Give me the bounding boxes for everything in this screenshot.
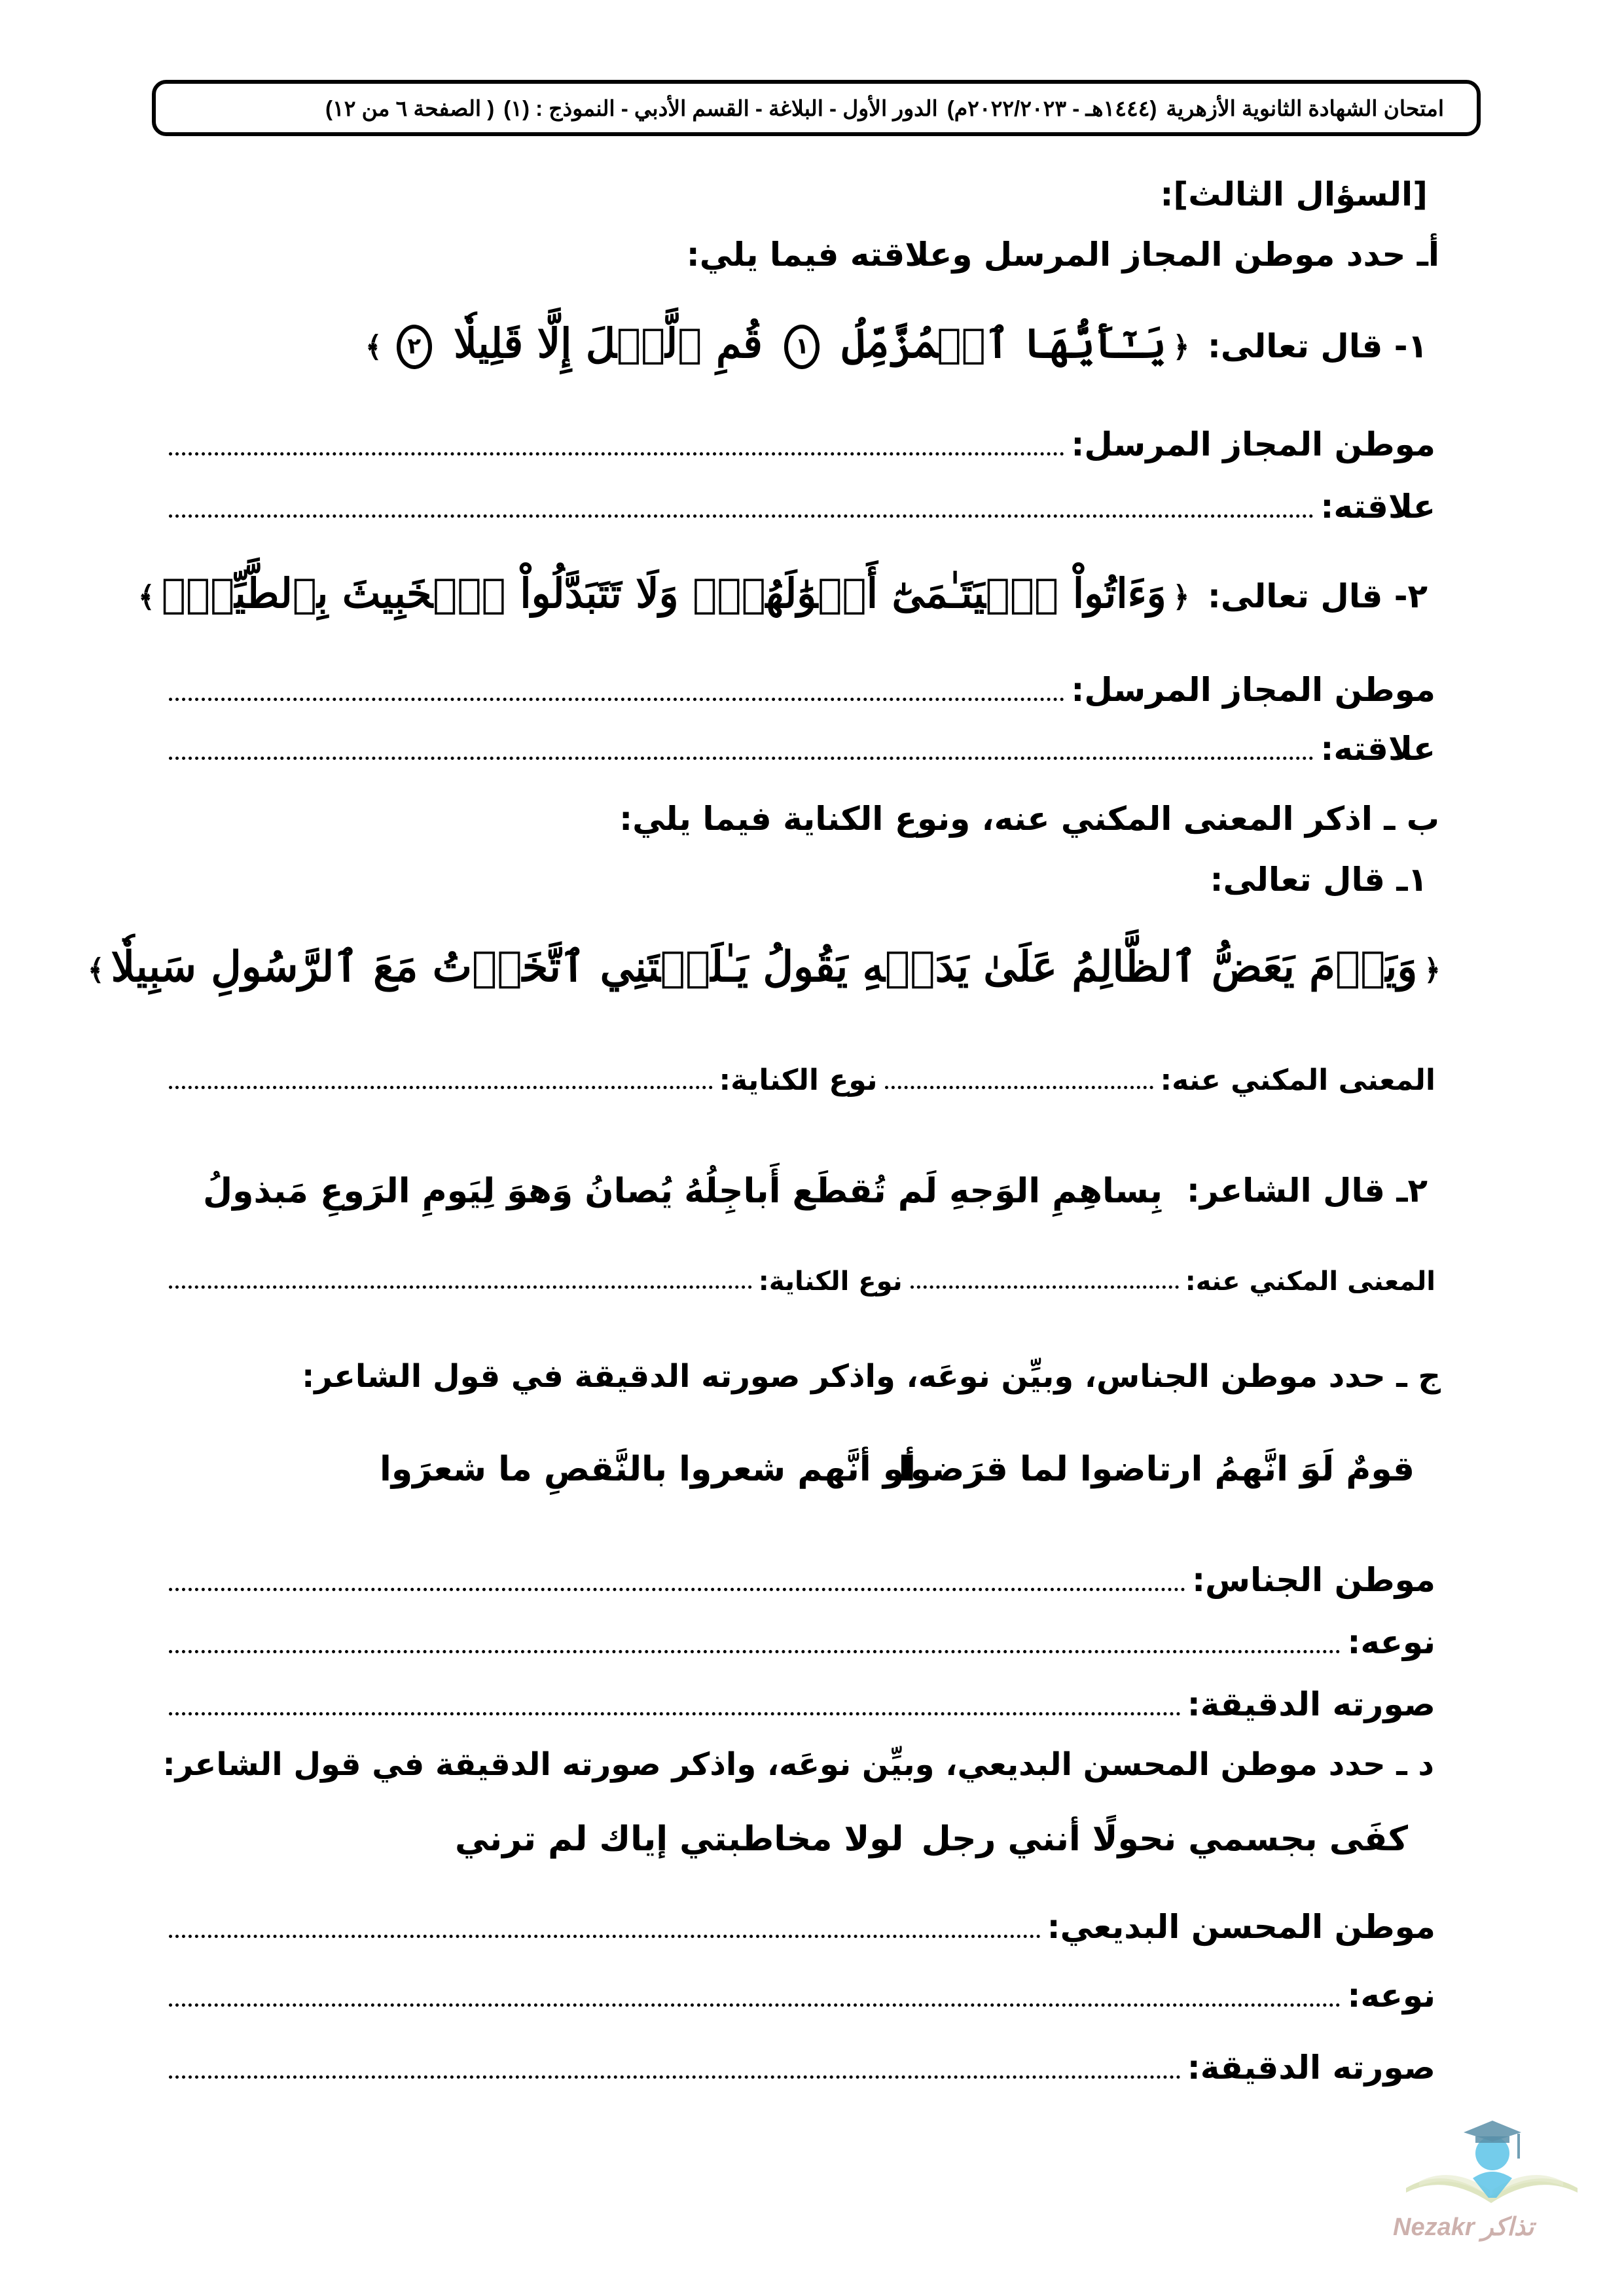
answer-blank[interactable] [169, 1588, 1185, 1591]
verse-open-ornament-icon: ﴿ [1172, 580, 1190, 614]
answer-blank[interactable] [911, 1285, 1179, 1289]
part-d-instruction: د ـ حدد موطن المحسن البديعي، وبيِّن نوعَه، واذكر صورته الدقيقة في قول الشاعر: [162, 1746, 1434, 1783]
question-title: [السؤال الثالث]: [1160, 175, 1428, 213]
poem-hemistich-2: أو أنَّهم شعروا بالنَّقصِ ما شعرَوا [380, 1450, 916, 1489]
part-a-instruction: أـ حدد موطن المجاز المرسل وعلاقته فيما يلي: [686, 236, 1439, 274]
answer-blank[interactable] [169, 452, 1064, 456]
verse-text: وَيَوۡمَ يَعَضُّ ٱلظَّالِمُ عَلَىٰ يَدَيۡهِ يَقُولُ يَـٰلَيۡتَنِي ٱتَّخَذۡتُ مَعَ ٱلرَّسُولِ سَبِيلٗا [111, 942, 1418, 992]
field-label: نوع الكناية: [719, 1064, 878, 1097]
item-label: ٢- قال تعالى: [1207, 577, 1428, 615]
verse-part-2: قُمِ ٱلَّيۡلَ إِلَّا قَلِيلٗا [454, 319, 763, 367]
answer-line[interactable] [169, 488, 1435, 526]
item-label: ٢ـ قال الشاعر: [1186, 1172, 1428, 1210]
answer-blank[interactable] [169, 2003, 1341, 2007]
answer-line[interactable] [169, 671, 1435, 709]
answer-line[interactable] [169, 1266, 1435, 1297]
exam-year: (١٤٤٤هـ - ٢٠٢٢/٢٠٢٣م) [947, 96, 1157, 120]
answer-blank[interactable] [885, 1086, 1153, 1089]
field-label: نوعه: [1347, 1623, 1435, 1661]
answer-blank[interactable] [169, 1935, 1041, 1938]
page-indicator: ( الصفحة ٦ من ١٢) [325, 96, 495, 120]
answer-blank[interactable] [169, 2075, 1181, 2079]
exam-header [152, 80, 1481, 136]
field-label: علاقته: [1320, 730, 1435, 768]
verse-close-ornament-icon: ﴾ [137, 580, 155, 614]
verse-part-1: يَـٰٓأَيُّهَا ٱلۡمُزَّمِّلُ [842, 319, 1166, 367]
field-label: نوعه: [1347, 1977, 1435, 2015]
field-label: علاقته: [1320, 488, 1435, 526]
ayah-number-icon: ١ [784, 325, 820, 369]
field-label: موطن المجاز المرسل: [1071, 425, 1435, 463]
answer-blank[interactable] [169, 514, 1314, 518]
poem-hemistich-1: بِساهِمِ الوَجهِ لَم تُقطَع أَباجِلُهُ [684, 1172, 1163, 1211]
poem-hemistich-2: لولا مخاطبتي إياك لم ترني [455, 1820, 904, 1859]
verse-open-ornament-icon: ﴿ [1172, 330, 1190, 364]
part-b-instruction: ب ـ اذكر المعنى المكني عنه، ونوع الكناية فيما يلي: [619, 800, 1439, 838]
item-label: ١- قال تعالى: [1207, 327, 1428, 365]
exam-title: امتحان الشهادة الثانوية الأزهرية [1166, 96, 1444, 120]
field-label: موطن الجناس: [1192, 1561, 1435, 1599]
part-a-item-2 [132, 569, 1428, 617]
answer-blank[interactable] [169, 1650, 1341, 1653]
answer-line[interactable] [169, 1623, 1435, 1661]
field-label: المعنى المكني عنه: [1160, 1064, 1435, 1097]
answer-blank[interactable] [169, 1712, 1181, 1715]
poem-hemistich-1: قومٌ لَوَ انَّهمُ ارتاضوا لما قرَضوا [898, 1450, 1415, 1489]
answer-line[interactable] [169, 730, 1435, 768]
answer-line[interactable] [169, 1561, 1435, 1599]
quran-verse [81, 942, 1447, 992]
answer-line[interactable] [169, 1908, 1435, 1946]
answer-line[interactable] [169, 1685, 1435, 1723]
item-label: ١ـ قال تعالى: [1210, 861, 1428, 899]
ayah-number-icon: ٢ [397, 325, 432, 369]
verse-close-ornament-icon: ﴾ [365, 330, 382, 364]
part-a-item-1 [359, 319, 1428, 369]
verse-text: وَءَاتُواْ ٱلۡيَتَـٰمَىٰٓ أَمۡوَٰلَهُمۡۖ وَلَا تَتَبَدَّلُواْ ٱلۡخَبِيثَ بِٱلطَّيِّبِۖ [161, 569, 1166, 617]
verse-open-ornament-icon: ﴿ [1424, 954, 1441, 987]
part-c-instruction: ج ـ حدد موطن الجناس، وبيِّن نوعَه، واذكر صورته الدقيقة في قول الشاعر: [302, 1358, 1441, 1395]
field-label: صورته الدقيقة: [1187, 2049, 1435, 2087]
answer-blank[interactable] [169, 1285, 752, 1289]
field-label: المعنى المكني عنه: [1185, 1266, 1435, 1297]
poem-hemistich-2: يُصانُ وَهوَ لِيَومِ الرَوعِ مَبذولُ [203, 1172, 673, 1211]
field-label: نوع الكناية: [758, 1266, 903, 1297]
answer-line[interactable] [169, 2049, 1435, 2087]
answer-blank[interactable] [169, 1086, 713, 1089]
answer-blank[interactable] [169, 698, 1064, 701]
exam-details: الدور الأول - البلاغة - القسم الأدبي - النموذج : (١) [503, 96, 938, 120]
poem-hemistich-1: كفَى بجسمي نحولًا أنني رجل [921, 1820, 1408, 1859]
answer-line[interactable] [169, 1064, 1435, 1097]
field-label: صورته الدقيقة: [1187, 1685, 1435, 1723]
field-label: موطن المحسن البديعي: [1047, 1908, 1435, 1946]
quran-verse [132, 569, 1197, 617]
answer-blank[interactable] [169, 757, 1314, 760]
watermark-text: Nezakr تذاكر [1393, 2214, 1534, 2241]
answer-line[interactable] [169, 425, 1435, 463]
answer-line[interactable] [169, 1977, 1435, 2015]
verse-close-ornament-icon: ﴾ [87, 954, 105, 987]
field-label: موطن المجاز المرسل: [1071, 671, 1435, 709]
quran-verse [359, 319, 1197, 367]
